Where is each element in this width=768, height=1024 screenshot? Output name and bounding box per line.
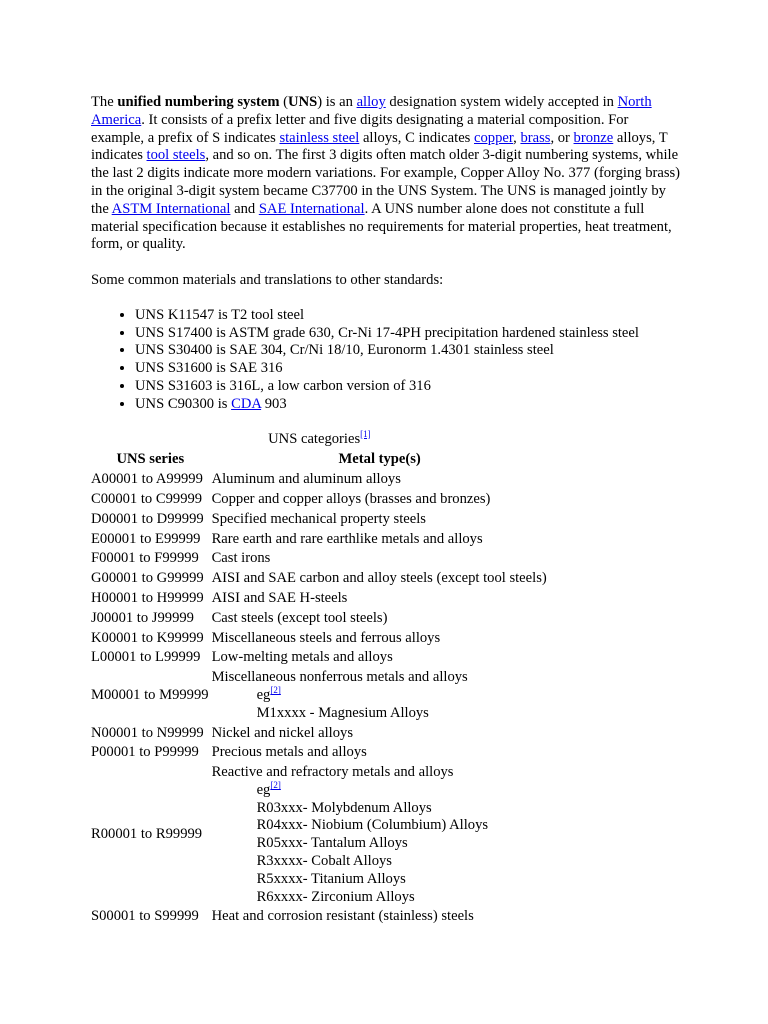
list-item: • UNS S17400 is ASTM grade 630, Cr-Ni 17-4PH precipitation hardened stainless steel [135, 325, 681, 343]
uns-series-cell: N00001 to N99999 [91, 724, 204, 741]
intro-text: . A UNS number alone does not constitute a full material specification because it establishes no requirements for material properties, heat treatment, form, or quality. [91, 200, 672, 253]
table-header-row [90, 450, 549, 470]
header-uns-series: UNS series [116, 451, 185, 468]
intro-text: alloys, T indicates [91, 129, 668, 164]
table-row [90, 907, 549, 927]
link-astm-international[interactable]: ASTM International [111, 200, 231, 217]
intro-text: ( [279, 94, 289, 110]
uns-series-cell: C00001 to C99999 [91, 490, 203, 507]
uns-series-cell: H00001 to H99999 [91, 589, 204, 606]
table-row [90, 530, 549, 550]
link-bronze[interactable]: bronze [573, 129, 614, 146]
metal-type-cell: Nickel and nickel alloys [211, 724, 354, 741]
link-north-america[interactable]: North America [91, 94, 652, 128]
metal-type-cell: Miscellaneous steels and ferrous alloys [211, 629, 441, 646]
table-row [90, 763, 549, 907]
intro-text: , [513, 129, 521, 146]
example-item: R5xxxx- Titanium Alloys [256, 870, 406, 887]
reference-link-1[interactable]: [1] [360, 428, 371, 439]
metal-type-cell: Heat and corrosion resistant (stainless) steels [211, 908, 474, 925]
example-item: R05xxx- Tantalum Alloys [256, 835, 408, 852]
link-tool-steels[interactable]: tool steels [146, 147, 206, 164]
uns-series-cell: R00001 to R99999 [91, 826, 203, 843]
example-item: R04xxx- Niobium (Columbium) Alloys [256, 817, 489, 834]
metal-type-cell: Precious metals and alloys [211, 744, 367, 761]
link-alloy[interactable]: alloy [356, 94, 386, 110]
intro-paragraph [91, 94, 681, 254]
example-text: eg [256, 686, 271, 703]
table-row [90, 490, 549, 510]
metal-type-cell: AISI and SAE H-steels [211, 589, 348, 606]
list-item [135, 396, 681, 414]
table-caption [90, 428, 549, 451]
reference-link-2[interactable]: [2] [270, 685, 281, 696]
example-text: eg [256, 781, 271, 798]
example-label [257, 782, 547, 800]
table-row [90, 724, 549, 744]
common-materials-intro: Some common materials and translations to other standards: [91, 271, 444, 288]
intro-text: The [91, 94, 118, 110]
table-row [90, 549, 549, 569]
link-stainless-steel[interactable]: stainless steel [279, 129, 360, 146]
uns-series-cell: D00001 to D99999 [91, 510, 204, 527]
metal-type-cell: Specified mechanical property steels [211, 510, 426, 527]
list-item: • UNS S31600 is SAE 316 [135, 360, 681, 378]
common-materials-list [91, 307, 681, 414]
list-item-text: 903 [261, 395, 287, 412]
metal-type-text: Reactive and refractory metals and alloys [211, 764, 454, 781]
uns-series-cell: S00001 to S99999 [91, 908, 199, 925]
metal-type-cell: AISI and SAE carbon and alloy steels (except tool steels) [211, 570, 547, 587]
example-list [212, 687, 547, 723]
reference-link-2[interactable]: [2] [270, 780, 281, 791]
link-brass[interactable]: brass [520, 129, 551, 146]
intro-text: and [230, 200, 259, 217]
uns-series-cell: A00001 to A99999 [91, 471, 203, 488]
metal-type-text: Miscellaneous nonferrous metals and alloys [211, 669, 468, 686]
metal-type-cell: Rare earth and rare earthlike metals and alloys [211, 530, 483, 547]
intro-text: , and so on. The first 3 digits often match older 3-digit numbering systems, while the last 2 digits indicate more modern variations. For example, Copper Alloy No. 377 (forging brass) in the original 3-digit system became C37700 in the UNS System. The UNS is managed jointly by the [91, 147, 681, 217]
metal-type-cell: Cast steels (except tool steels) [211, 609, 388, 626]
table-row [90, 629, 549, 649]
metal-type-cell: Cast irons [211, 550, 271, 567]
uns-series-cell: L00001 to L99999 [91, 649, 201, 666]
example-label [257, 687, 547, 705]
table-row [90, 743, 549, 763]
table-row [90, 589, 549, 609]
example-item: R6xxxx- Zirconium Alloys [256, 888, 415, 905]
header-metal-types: Metal type(s) [338, 451, 421, 468]
list-item: • UNS S30400 is SAE 304, Cr/Ni 18/10, Euronorm 1.4301 stainless steel [135, 342, 681, 360]
term-uns: UNS [288, 94, 318, 110]
metal-type-cell: Copper and copper alloys (brasses and bronzes) [211, 490, 491, 507]
list-item: • UNS K11547 is T2 tool steel [135, 307, 681, 325]
table-row [90, 510, 549, 530]
uns-series-cell: E00001 to E99999 [91, 530, 201, 547]
intro-text: . It consists of a prefix letter and five digits designating a material composition. For example, a prefix of S indicates [91, 111, 629, 146]
uns-series-cell: G00001 to G99999 [91, 570, 204, 587]
table-row [90, 569, 549, 589]
link-sae-international[interactable]: SAE International [258, 200, 365, 217]
uns-series-cell: K00001 to K99999 [91, 629, 204, 646]
uns-series-cell: P00001 to P99999 [91, 744, 199, 761]
uns-series-cell: J00001 to J99999 [91, 609, 194, 626]
table-row [90, 668, 549, 723]
term-unified-numbering-system: unified numbering system [117, 94, 280, 110]
example-item: M1xxxx - Magnesium Alloys [256, 704, 429, 721]
list-item-text: UNS C90300 is [135, 395, 232, 412]
example-item: R03xxx- Molybdenum Alloys [256, 799, 432, 816]
link-copper[interactable]: copper [474, 129, 514, 146]
example-item: R3xxxx- Cobalt Alloys [256, 853, 392, 870]
intro-text: designation system widely accepted in [385, 94, 618, 110]
table-row [90, 648, 549, 668]
metal-type-cell: Aluminum and aluminum alloys [211, 471, 401, 488]
metal-type-cell [211, 668, 549, 723]
list-item: • UNS S31603 is 316L, a low carbon version of 316 [135, 378, 681, 396]
document-page [91, 94, 681, 927]
uns-series-cell: M00001 to M99999 [91, 686, 209, 703]
metal-type-cell: Low-melting metals and alloys [211, 649, 393, 666]
uns-series-cell: F00001 to F99999 [91, 550, 199, 567]
example-list [212, 782, 547, 907]
intro-text: alloys, C indicates [359, 129, 475, 146]
table-row [90, 470, 549, 490]
intro-text: , or [550, 129, 574, 146]
link-cda[interactable]: CDA [231, 395, 262, 412]
caption-text: UNS categories [268, 430, 361, 447]
intro-text: ) is an [317, 94, 357, 110]
table-row [90, 609, 549, 629]
uns-categories-table [90, 428, 549, 928]
metal-type-cell [211, 763, 549, 907]
